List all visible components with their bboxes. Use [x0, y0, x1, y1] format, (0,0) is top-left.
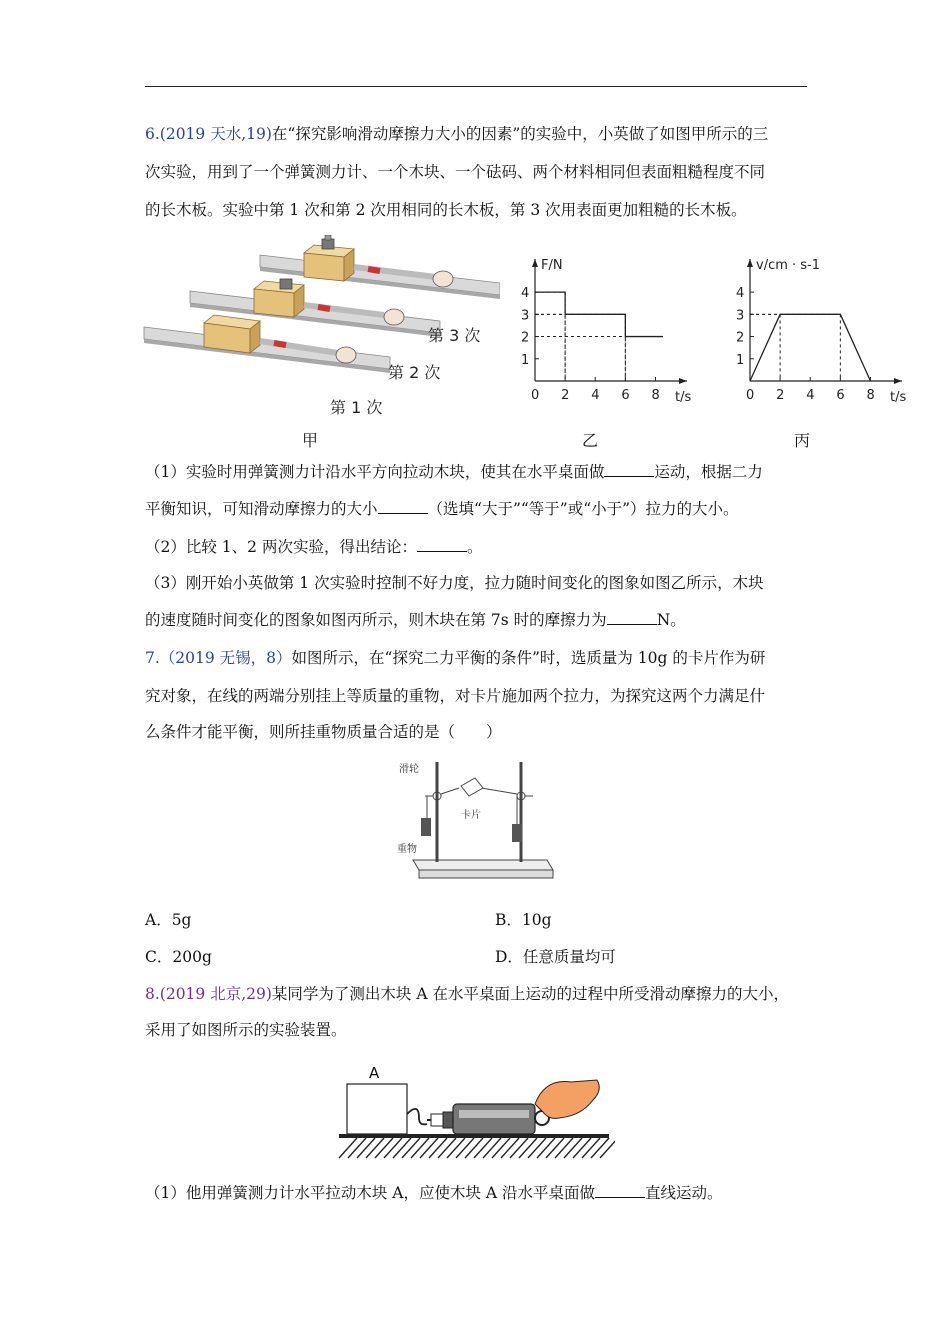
x-tick-label: 4 — [806, 388, 815, 403]
answer-blank[interactable] — [595, 1183, 645, 1198]
hatch-line — [582, 1138, 600, 1158]
y-axis-arrow — [532, 259, 538, 267]
q8-line-2: 采用了如图所示的实验装置。 — [145, 1021, 347, 1039]
block-a — [347, 1084, 407, 1134]
hatch-line — [429, 1138, 447, 1158]
hatch-line — [483, 1138, 501, 1158]
chart-bing — [720, 255, 910, 410]
caption-jia: 甲 — [302, 431, 319, 450]
wood-block-2 — [254, 279, 304, 317]
y-tick-label: 2 — [736, 330, 745, 346]
hatch-line — [474, 1138, 492, 1158]
hatch-line — [366, 1138, 384, 1158]
hatch-line — [501, 1138, 519, 1158]
hatch-line — [519, 1138, 537, 1158]
y-axis-arrow — [747, 259, 753, 267]
q8-source: 8.(2019 北京,29) — [145, 985, 272, 1003]
x-axis-label: t/s — [675, 390, 692, 405]
answer-blank[interactable] — [607, 610, 657, 625]
q6-line-2: 次实验，用到了一个弹簧测力计、一个木块、一个砝码、两个材料相同但表面粗糙程度不同 — [145, 163, 766, 181]
chart-yi — [505, 255, 695, 410]
label-trial-2: 第 2 次 — [388, 363, 441, 382]
hatch-line — [546, 1138, 564, 1158]
x-tick-label: 6 — [621, 388, 630, 403]
hatch-line — [420, 1138, 438, 1158]
hatch-line — [528, 1138, 546, 1158]
spring-scale-body — [453, 1104, 535, 1134]
x-tick-label: 2 — [561, 388, 570, 403]
hatch-line — [537, 1138, 555, 1158]
hand-icon — [535, 1080, 599, 1118]
q6-line-1: 6.(2019 天水,19)在“探究影响滑动摩擦力大小的因素”的实验中，小英做了如图甲所示的三 — [145, 125, 769, 143]
y-tick-label: 4 — [736, 286, 745, 302]
wood-block-3 — [304, 235, 354, 281]
q8-part1: （1）他用弹簧测力计水平拉动木块 A，应使木块 A 沿水平桌面做 直线运动。 — [145, 1184, 723, 1202]
caption-yi: 乙 — [582, 431, 599, 450]
y-tick-label: 3 — [521, 308, 530, 324]
q7-source: 7.（2019 无锡，8） — [145, 649, 292, 667]
y-tick-label: 2 — [521, 330, 530, 346]
hand-icon — [433, 271, 453, 287]
x-tick-label: 6 — [836, 388, 845, 403]
hatch-line — [510, 1138, 528, 1158]
x-axis-label: t/s — [890, 390, 907, 405]
hatch-line — [402, 1138, 420, 1158]
hatch-line — [465, 1138, 483, 1158]
answer-blank[interactable] — [378, 499, 428, 514]
hatch-line — [375, 1138, 393, 1158]
hatch-line — [438, 1138, 456, 1158]
label-weight: 重物 — [397, 844, 417, 855]
option-a[interactable]: A．5g — [145, 911, 192, 929]
hatch-line — [492, 1138, 510, 1158]
x-tick-label: 0 — [531, 388, 540, 403]
hatch-line — [600, 1138, 615, 1158]
y-axis-label: v/cm · s-1 — [756, 258, 821, 273]
q6-part3-line1: （3）刚开始小英做第 1 次实验时控制不好力度，拉力随时间变化的图象如图乙所示，木块 — [145, 574, 764, 592]
y-tick-label: 3 — [736, 308, 745, 324]
hatch-line — [393, 1138, 411, 1158]
header-rule — [145, 86, 807, 87]
hatch-line — [384, 1138, 402, 1158]
q6-line-3: 的长木板。实验中第 1 次和第 2 次用相同的长木板，第 3 次用表面更加粗糙的长木板。 — [145, 201, 747, 219]
hatch-line — [411, 1138, 429, 1158]
figure-two-force — [395, 752, 555, 884]
q7-line-3: 么条件才能平衡，则所挂重物质量合适的是（ ） — [145, 723, 502, 741]
y-axis-label: F/N — [541, 258, 563, 273]
wood-block-1 — [204, 315, 260, 353]
option-c[interactable]: C．200g — [145, 948, 212, 966]
q6-part3-line2: 的速度随时间变化的图象如图丙所示，则木块在第 7s 时的摩擦力为 N。 — [145, 611, 686, 629]
q6-source: 6.(2019 天水,19) — [145, 125, 272, 143]
hatch-line — [456, 1138, 474, 1158]
label-trial-1: 第 1 次 — [330, 398, 383, 417]
hatch-line — [573, 1138, 591, 1158]
option-b[interactable]: B．10g — [495, 911, 552, 929]
label-block-a: A — [369, 1064, 380, 1082]
x-tick-label: 4 — [591, 388, 600, 403]
hand-icon — [384, 309, 404, 325]
hatch-line — [564, 1138, 582, 1158]
y-tick-label: 1 — [736, 352, 745, 368]
caption-bing: 丙 — [794, 431, 811, 450]
figure-spring-scale — [335, 1058, 615, 1162]
label-trial-3: 第 3 次 — [428, 326, 481, 345]
hatch-line — [447, 1138, 465, 1158]
answer-blank[interactable] — [417, 537, 467, 552]
card — [461, 778, 483, 796]
hatch-line — [591, 1138, 609, 1158]
q8-line-1: 8.(2019 北京,29)某同学为了测出木块 A 在水平桌面上运动的过程中所受滑动摩擦力的大小， — [145, 985, 789, 1003]
option-d[interactable]: D．任意质量均可 — [495, 948, 616, 966]
q7-line-1: 7.（2019 无锡，8）如图所示，在“探究二力平衡的条件”时，选质量为 10g 的卡片作为研 — [145, 649, 766, 667]
y-tick-label: 4 — [521, 286, 530, 302]
x-tick-label: 0 — [746, 388, 755, 403]
y-tick-label: 1 — [521, 352, 530, 368]
label-pulley: 滑轮 — [399, 764, 419, 775]
x-tick-label: 8 — [866, 388, 875, 403]
hatch-line — [348, 1138, 366, 1158]
q6-part1-line1: （1）实验时用弹簧测力计沿水平方向拉动木块，使其在水平桌面做 运动，根据二力 — [145, 463, 763, 481]
hatch-line — [555, 1138, 573, 1158]
x-axis-arrow — [894, 378, 902, 384]
answer-blank[interactable] — [604, 462, 654, 477]
hatch-line — [357, 1138, 375, 1158]
x-axis-arrow — [679, 378, 687, 384]
label-card: 卡片 — [461, 810, 481, 821]
hatch-line — [339, 1138, 357, 1158]
x-tick-label: 8 — [651, 388, 660, 403]
series-line — [750, 314, 870, 381]
hand-icon — [336, 347, 356, 363]
q6-part1-line2: 平衡知识，可知滑动摩擦力的大小 （选填“大于”“等于”或“小于”）拉力的大小。 — [145, 500, 739, 518]
hatched-table — [339, 1138, 615, 1158]
q7-line-2: 究对象，在线的两端分别挂上等质量的重物，对卡片施加两个拉力，为探究这两个力满足什 — [145, 687, 766, 705]
q6-part2: （2）比较 1、2 两次实验，得出结论： 。 — [145, 538, 483, 556]
x-tick-label: 2 — [776, 388, 785, 403]
figure-jia — [140, 235, 500, 425]
